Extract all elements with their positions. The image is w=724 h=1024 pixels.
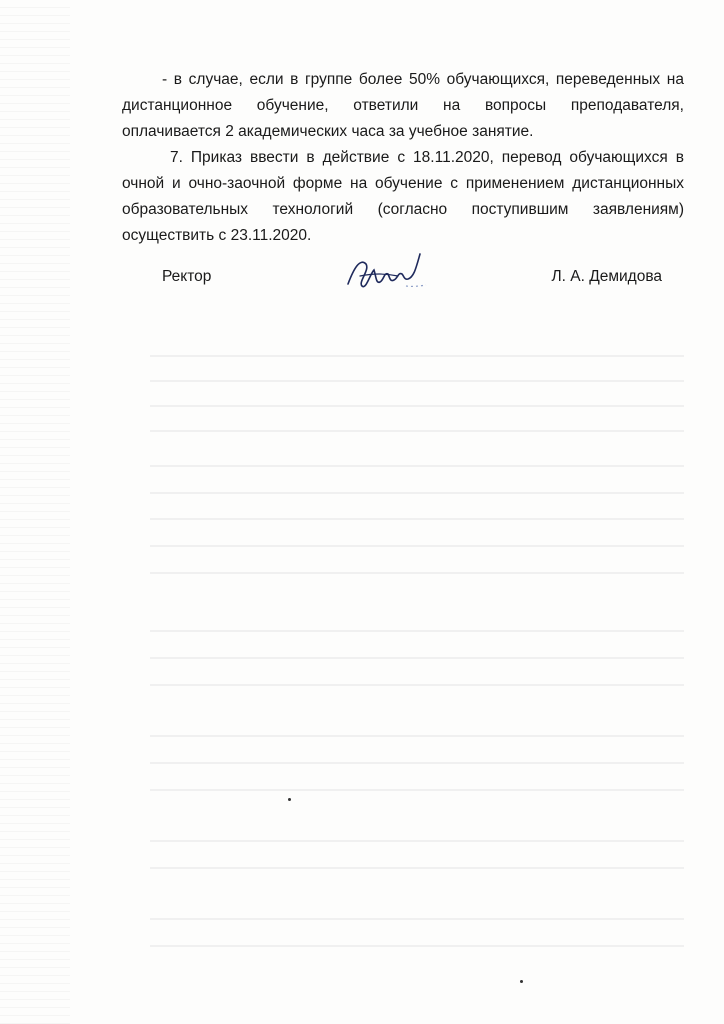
bleed-line [150, 762, 684, 764]
signatory-name: Л. А. Демидова [551, 268, 662, 285]
signatory-position: Ректор [162, 268, 212, 285]
bleed-line [150, 867, 684, 869]
bleed-line [150, 465, 684, 467]
handwritten-signature-icon [340, 246, 430, 296]
bleed-line [150, 918, 684, 920]
signature-block [162, 268, 662, 298]
bleed-line [150, 630, 684, 632]
bleed-line [150, 684, 684, 686]
bleed-line [150, 380, 684, 382]
paragraph-payment-rule: - в случае, если в группе более 50% обучающихся, переведенных на дистанционное обучение, ответили на вопросы преподавателя, оплачивается 2 академических часа за учебное занятие. [122, 71, 684, 140]
bleed-line [150, 545, 684, 547]
bleed-line [150, 840, 684, 842]
bleed-line [150, 657, 684, 659]
bleed-line [150, 492, 684, 494]
bleed-line [150, 430, 684, 432]
bleed-line [150, 355, 684, 357]
scan-edge-noise [0, 0, 70, 1024]
bleed-line [150, 789, 684, 791]
bleed-line [150, 735, 684, 737]
bleed-line [150, 405, 684, 407]
paragraph-order-effective: 7. Приказ ввести в действие с 18.11.2020, перевод обучающихся в очной и очно-заочной форме на обучение с применением дистанционных образовательных технологий (согласно поступившим заявлениям) осуществить с 23.11.2020. [122, 149, 684, 244]
bleed-line [150, 572, 684, 574]
scan-speck [288, 798, 291, 801]
scan-speck [520, 980, 523, 983]
bleed-line [150, 518, 684, 520]
bleed-line [150, 945, 684, 947]
